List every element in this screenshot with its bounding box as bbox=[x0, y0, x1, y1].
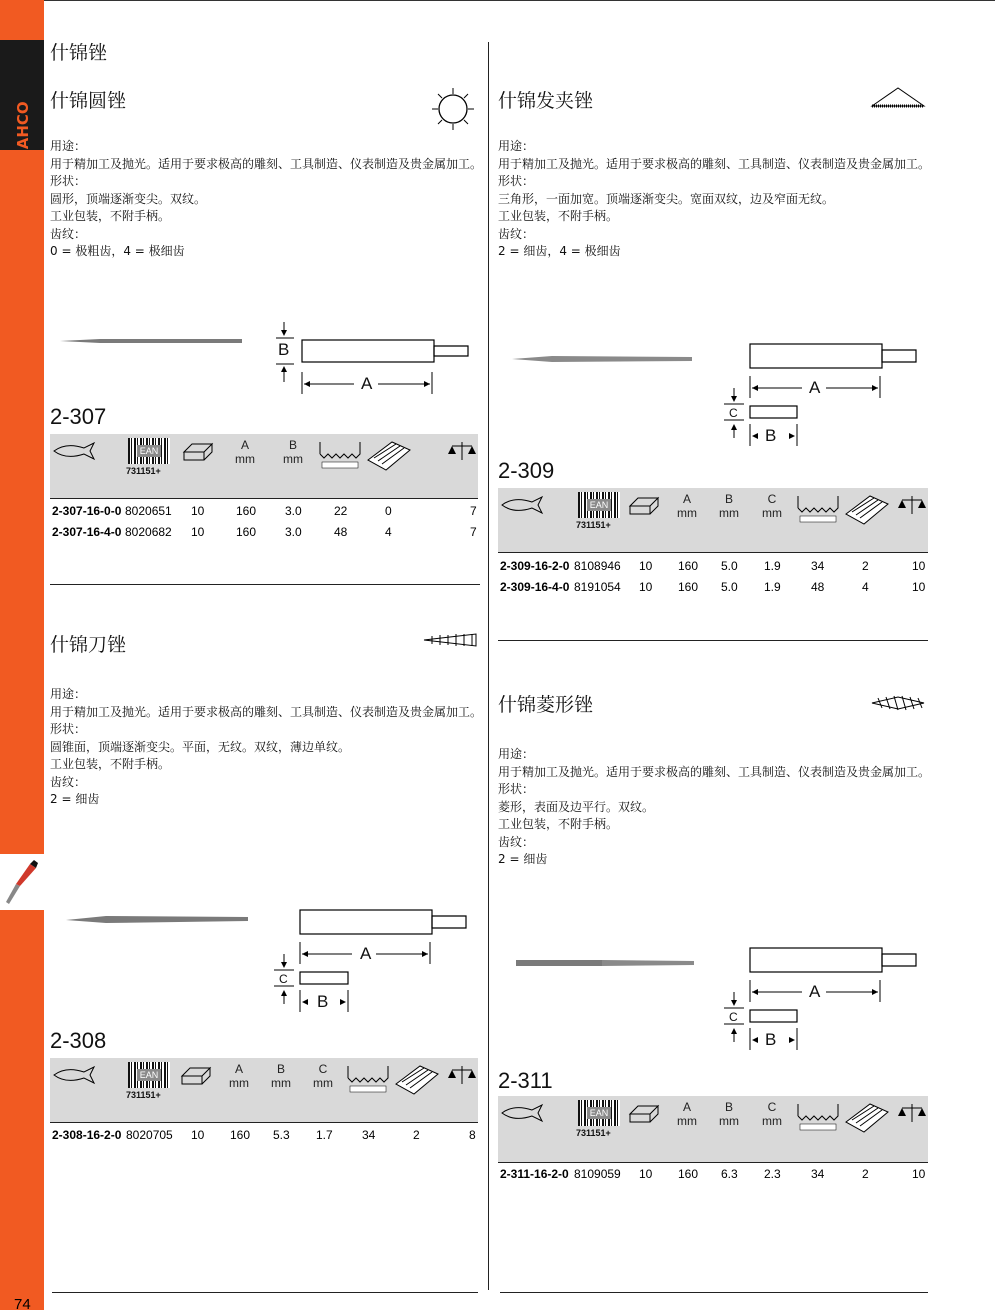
section-rule bbox=[52, 1292, 478, 1293]
file-tool-icon bbox=[0, 854, 44, 910]
spec-header-rule bbox=[498, 552, 928, 553]
spec-header-rule bbox=[498, 1162, 928, 1163]
section-body: 用途： 用于精加工及抛光。适用于要求极高的雕刻、工具制造、仪表制造及贵金属加工。 形状： 圆形，顶端逐渐变尖。双纹。 工业包装，不附手柄。 齿纹： 0 = 极粗齿，4 = 极细齿 bbox=[50, 139, 483, 258]
file-photo bbox=[512, 354, 692, 364]
section-title: 什锦发夹锉 bbox=[498, 90, 594, 112]
model-number: 2-308 bbox=[50, 1028, 107, 1053]
section-rule bbox=[498, 640, 928, 641]
spec-header: EAN 731151+ A mm B mm C mm bbox=[50, 1058, 478, 1122]
section-title: 什锦圆锉 bbox=[50, 90, 127, 112]
cut-pattern-icon bbox=[394, 1060, 440, 1096]
page-number: 74 bbox=[14, 1296, 31, 1313]
model-number: 2-307 bbox=[50, 404, 107, 429]
model-number: 2-309 bbox=[498, 458, 555, 483]
dim-label-c: C bbox=[729, 406, 738, 420]
fish-icon bbox=[500, 496, 544, 514]
spec-header: EAN 731151+ A mm B mm C mm bbox=[498, 488, 928, 552]
section-rule bbox=[50, 584, 480, 585]
weight-scale-icon bbox=[898, 1102, 926, 1126]
dim-label-b: B bbox=[317, 992, 329, 1011]
brand-sidebar bbox=[0, 0, 44, 1310]
model-number: 2-311 bbox=[498, 1068, 553, 1093]
dim-label-b: B bbox=[278, 340, 290, 359]
dim-label-a: A bbox=[360, 944, 372, 963]
package-icon bbox=[180, 1064, 212, 1086]
teeth-per-cm-icon bbox=[346, 1064, 390, 1094]
teeth-per-cm-icon bbox=[318, 440, 362, 470]
cut-pattern-icon bbox=[366, 436, 412, 472]
section-body: 用途： 用于精加工及抛光。适用于要求极高的雕刻、工具制造、仪表制造及贵金属加工。 形状： 菱形，表面及边平行。双纹。 工业包装，不附手柄。 齿纹： 2 = 细齿 bbox=[498, 747, 931, 866]
knife-profile-icon bbox=[422, 632, 478, 648]
dim-label-b: B bbox=[765, 426, 777, 445]
top-rule bbox=[44, 0, 995, 1]
spec-header: EAN 731151+ A mm B mm C mm bbox=[498, 1096, 928, 1162]
round-profile-icon bbox=[430, 86, 476, 132]
dim-label-c: C bbox=[279, 972, 288, 986]
section-title: 什锦刀锉 bbox=[50, 634, 127, 656]
dim-label-a: A bbox=[361, 374, 373, 393]
teeth-per-cm-icon bbox=[796, 1102, 840, 1132]
teeth-per-cm-icon bbox=[796, 494, 840, 524]
file-photo bbox=[516, 958, 694, 968]
dim-label-b: B bbox=[765, 1030, 777, 1049]
weight-scale-icon bbox=[448, 1064, 476, 1088]
weight-scale-icon bbox=[448, 440, 476, 464]
fish-icon bbox=[52, 1066, 96, 1084]
spec-header-rule bbox=[50, 498, 478, 499]
weight-scale-icon bbox=[898, 494, 926, 518]
fish-icon bbox=[52, 442, 96, 460]
file-photo bbox=[60, 336, 242, 346]
package-icon bbox=[182, 440, 214, 462]
package-icon bbox=[628, 494, 660, 516]
barrette-profile-icon bbox=[870, 86, 926, 110]
bahco-logo: BAHCO bbox=[0, 40, 44, 150]
dim-label-a: A bbox=[809, 378, 821, 397]
dim-label-a: A bbox=[809, 982, 821, 1001]
crossing-profile-icon bbox=[870, 694, 926, 712]
spec-header-rule bbox=[50, 1122, 478, 1123]
fish-icon bbox=[500, 1104, 544, 1122]
section-body: 用途： 用于精加工及抛光。适用于要求极高的雕刻、工具制造、仪表制造及贵金属加工。 形状： 圆锥面，顶端逐渐变尖。平面，无纹。双纹，薄边单纹。 工业包装，不附手柄。 齿纹： 2 = 细齿 bbox=[50, 687, 483, 806]
cut-pattern-icon bbox=[844, 1098, 890, 1134]
section-rule bbox=[500, 1292, 928, 1293]
package-icon bbox=[628, 1102, 660, 1124]
section-body: 用途： 用于精加工及抛光。适用于要求极高的雕刻、工具制造、仪表制造及贵金属加工。 形状： 三角形，一面加宽。顶端逐渐变尖。宽面双纹，边及窄面无纹。 工业包装，不附手柄。 齿纹： 2 = 细齿，4 = 极细齿 bbox=[498, 139, 931, 258]
category-title: 什锦锉 bbox=[50, 42, 108, 64]
spec-header: EAN 731151+ A mm B mm bbox=[50, 434, 478, 498]
dim-label-c: C bbox=[729, 1010, 738, 1024]
cut-pattern-icon bbox=[844, 490, 890, 526]
section-title: 什锦菱形锉 bbox=[498, 694, 594, 716]
file-photo bbox=[66, 914, 248, 924]
